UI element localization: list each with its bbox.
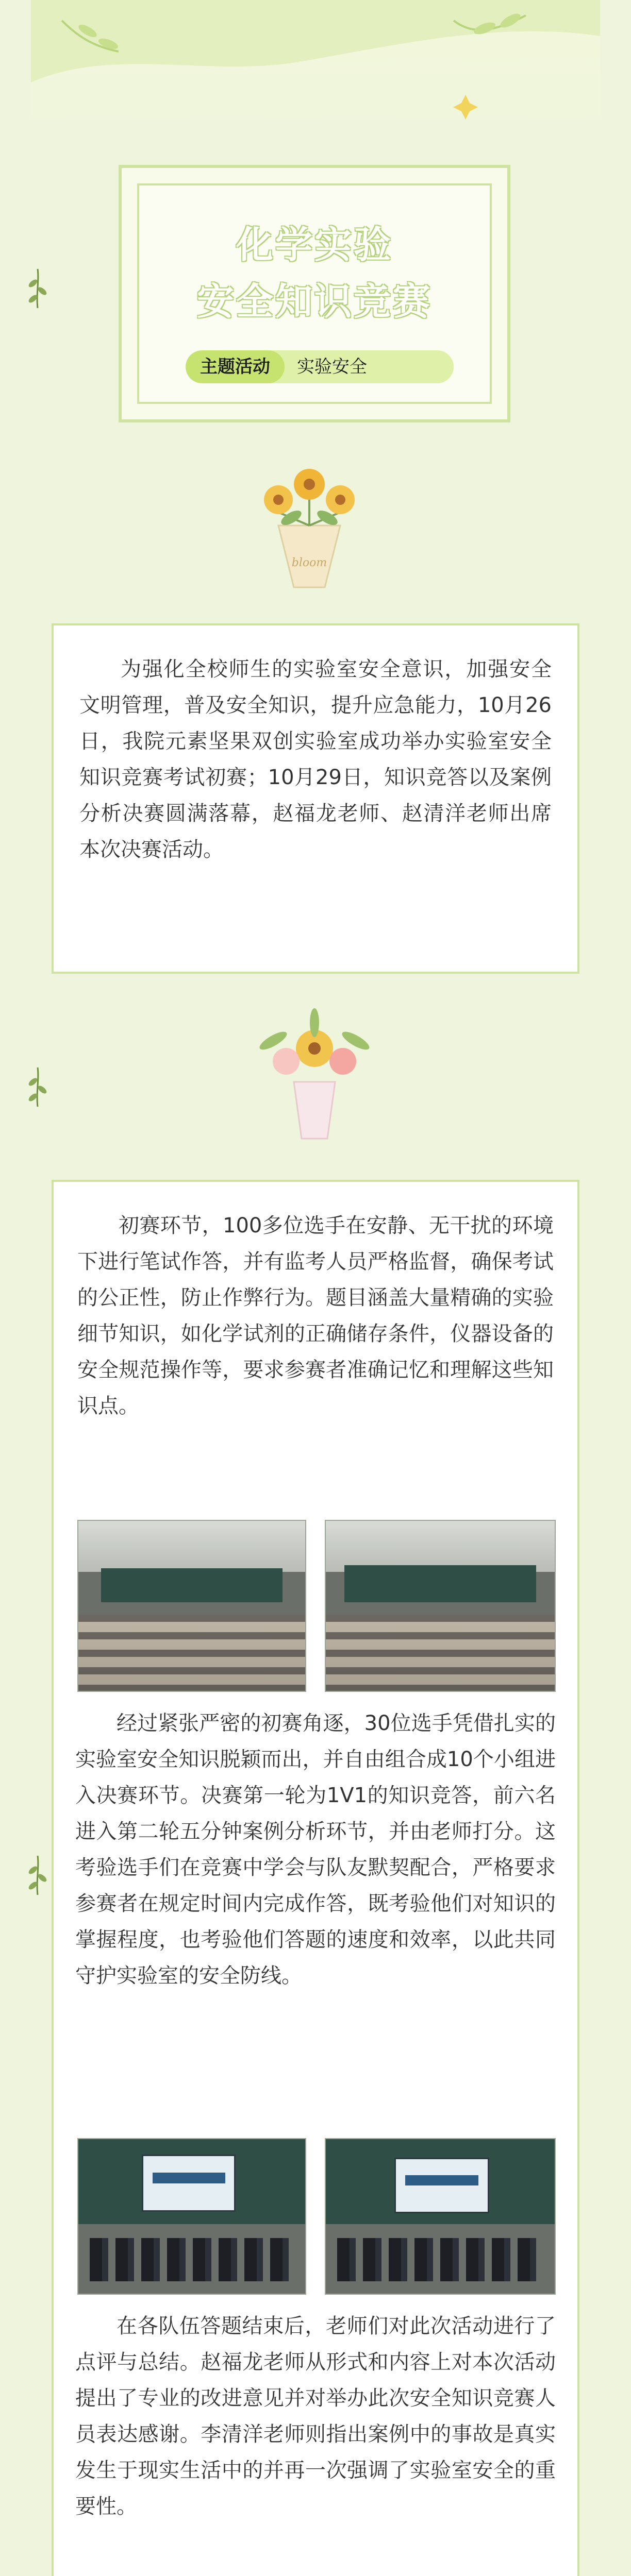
bouquet-caption: bloom [291,556,327,569]
tag-primary: 主题活动 [186,350,285,383]
flower-bouquet-icon [242,448,376,598]
page-title [139,216,490,330]
leaf-sprig-icon [26,1066,49,1108]
title-line-1: 化学实验 [236,223,393,266]
photo-final-round-2 [325,2138,556,2295]
paragraph-review-wrap [75,2308,556,2524]
paragraph-final-wrap [75,1705,556,1994]
title-frame [119,165,510,422]
leaf-sprig-icon [26,1855,49,1896]
title-inner [137,183,492,404]
title-line-2: 安全知识竞赛 [196,280,432,323]
paragraph-review: 在各队伍答题结束后，老师们对此次活动进行了点评与总结。赵福龙老师从形式和内容上对本次活动提出了专业的改进意见并对举办此次安全知识竞赛人员表达感谢。李清洋老师则指出案例中的事故是真实发生于现实生活中的并再一次强调了实验室安全的重要性。 [75,2314,556,2518]
paragraph-preliminary: 初赛环节，100多位选手在安静、无干扰的环境下进行笔试作答，并有监考人员严格监督，确保考试的公正性，防止作弊行为。题目涵盖大量精确的实验细节知识，如化学试剂的正确储存条件，仪器设备的安全规范操作等，要求参赛者准确记忆和理解这些知识点。 [77,1214,554,1418]
header-leaves-icon [31,0,600,134]
tag-secondary: 实验安全 [297,357,367,377]
intro-box [52,623,579,974]
photo-exam-hall-2 [325,1520,556,1692]
header-background [31,0,600,134]
photo-final-round-1 [77,2138,306,2295]
intro-text: 为强化全校师生的实验室安全意识，加强安全文明管理，普及安全知识，提升应急能力，10月26日，我院元素坚果双创实验室成功举办实验室安全知识竞赛考试初赛；10月29日，知识竞答以及案例分析决赛圆满落幕，赵福龙老师、赵清洋老师出席本次决赛活动。 [79,657,552,861]
flower-bouquet-icon [237,999,392,1154]
topic-tag [186,350,454,383]
photo-exam-hall-1 [77,1520,306,1692]
leaf-sprig-icon [26,268,49,309]
paragraph-final: 经过紧张严密的初赛角逐，30位选手凭借扎实的实验室安全知识脱颖而出，并自由组合成10个小组进入决赛环节。决赛第一轮为1V1的知识竞答，前六名进入第二轮五分钟案例分析环节，并由老师打分。这考验选手们在竞赛中学会与队友默契配合，严格要求参赛者在规定时间内完成作答，既考验他们对知识的掌握程度，也考验他们答题的速度和效率，以此共同守护实验室的安全防线。 [75,1711,556,1988]
